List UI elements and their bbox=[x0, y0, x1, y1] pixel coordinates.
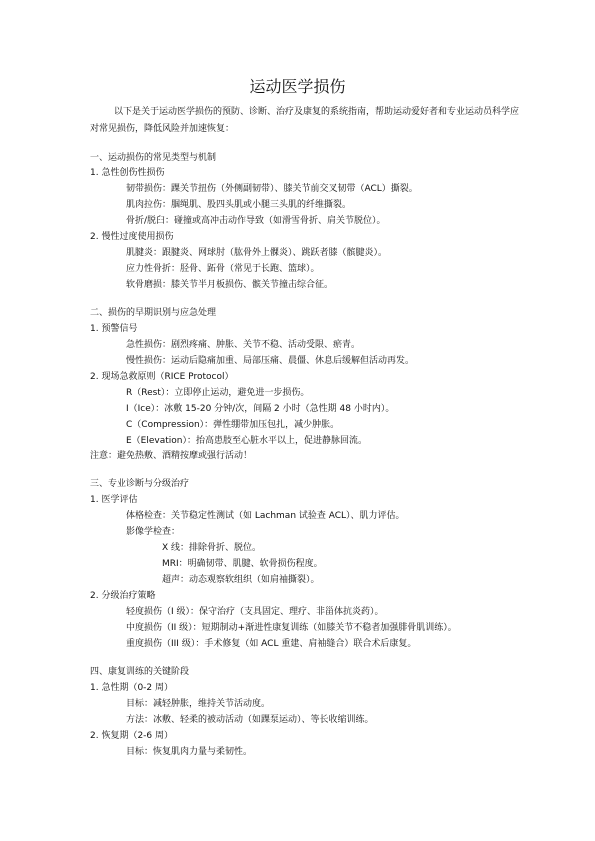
list-item: 急性损伤：剧烈疼痛、肿胀、关节不稳、活动受限、瘀青。 bbox=[126, 340, 361, 350]
section-heading-1: 一、运动损伤的常见类型与机制 bbox=[90, 153, 217, 163]
list-item: 方法：冰敷、轻柔的被动活动（如踝泵运动）、等长收缩训练。 bbox=[126, 715, 374, 725]
subsection-heading: 1. 急性期（0-2 周） bbox=[90, 683, 174, 693]
list-item: 韧带损伤：踝关节扭伤（外侧副韧带）、膝关节前交叉韧带（ACL）撕裂。 bbox=[126, 184, 418, 194]
page-title: 运动医学损伤 bbox=[249, 77, 346, 96]
list-item: 中度损伤（II 级）：短期制动+渐进性康复训练（如膝关节不稳者加强腓骨肌训练）。 bbox=[126, 623, 457, 633]
list-subitem: 超声：动态观察软组织（如肩袖撕裂）。 bbox=[162, 575, 320, 585]
subsection-heading: 2. 慢性过度使用损伤 bbox=[90, 232, 174, 242]
list-item: 目标：恢复肌肉力量与柔韧性。 bbox=[126, 747, 253, 757]
list-item: 软骨磨损：膝关节半月板损伤、髌关节撞击综合征。 bbox=[126, 280, 334, 290]
list-item: 慢性损伤：运动后隐痛加重、局部压痛、晨僵、休息后缓解但活动再发。 bbox=[126, 356, 415, 366]
list-item: 目标：减轻肿胀，维持关节活动度。 bbox=[126, 699, 271, 709]
subsection-heading: 1. 医学评估 bbox=[90, 495, 138, 505]
list-item: 影像学检查： bbox=[126, 527, 181, 537]
warning-note: 注意：避免热敷、酒精按摩或强行活动！ bbox=[90, 451, 253, 461]
list-item: 重度损伤（III 级）：手术修复（如 ACL 重建、肩袖缝合）联合术后康复。 bbox=[126, 639, 417, 649]
subsection-heading: 2. 分级治疗策略 bbox=[90, 591, 156, 601]
section-heading-2: 二、损伤的早期识别与应急处理 bbox=[90, 308, 217, 318]
list-item: 体格检查：关节稳定性测试（如 Lachman 试验查 ACL）、肌力评估。 bbox=[126, 511, 405, 521]
list-item: 骨折/脱臼：碰撞或高冲击动作导致（如滑雪骨折、肩关节脱位）。 bbox=[126, 216, 386, 226]
list-item: 肌腱炎：跟腱炎、网球肘（肱骨外上髁炎）、跳跃者膝（髌腱炎）。 bbox=[126, 248, 388, 258]
subsection-heading: 1. 预警信号 bbox=[90, 324, 138, 334]
list-item: I（Ice）：冰敷 15-20 分钟/次，间隔 2 小时（急性期 48 小时内）。 bbox=[126, 404, 395, 414]
list-item: 应力性骨折：胫骨、跖骨（常见于长跑、篮球）。 bbox=[126, 264, 320, 274]
section-heading-4: 四、康复训练的关键阶段 bbox=[90, 667, 190, 677]
list-subitem: MRI：明确韧带、肌腱、软骨损伤程度。 bbox=[162, 559, 323, 569]
list-item: 轻度损伤（I 级）：保守治疗（支具固定、理疗、非甾体抗炎药）。 bbox=[126, 607, 384, 617]
subsection-heading: 2. 现场急救原则（RICE Protocol） bbox=[90, 372, 234, 382]
section-heading-3: 三、专业诊断与分级治疗 bbox=[90, 479, 190, 489]
subsection-heading: 1. 急性创伤性损伤 bbox=[90, 168, 165, 178]
subsection-heading: 2. 恢复期（2-6 周） bbox=[90, 731, 174, 741]
list-subitem: X 线：排除骨折、脱位。 bbox=[162, 543, 262, 553]
list-item: R（Rest）：立即停止运动，避免进一步损伤。 bbox=[126, 388, 310, 398]
list-item: E（Elevation）：抬高患肢至心脏水平以上，促进静脉回流。 bbox=[126, 436, 367, 446]
list-item: 肌肉拉伤：腘绳肌、股四头肌或小腿三头肌的纤维撕裂。 bbox=[126, 200, 352, 210]
intro-paragraph: 以下是关于运动医学损伤的预防、诊断、治疗及康复的系统指南，帮助运动爱好者和专业运动员科学应对常见损伤，降低风险并加速恢复： bbox=[90, 107, 520, 134]
list-item: C（Compression）：弹性绷带加压包扎，减少肿胀。 bbox=[126, 420, 340, 430]
